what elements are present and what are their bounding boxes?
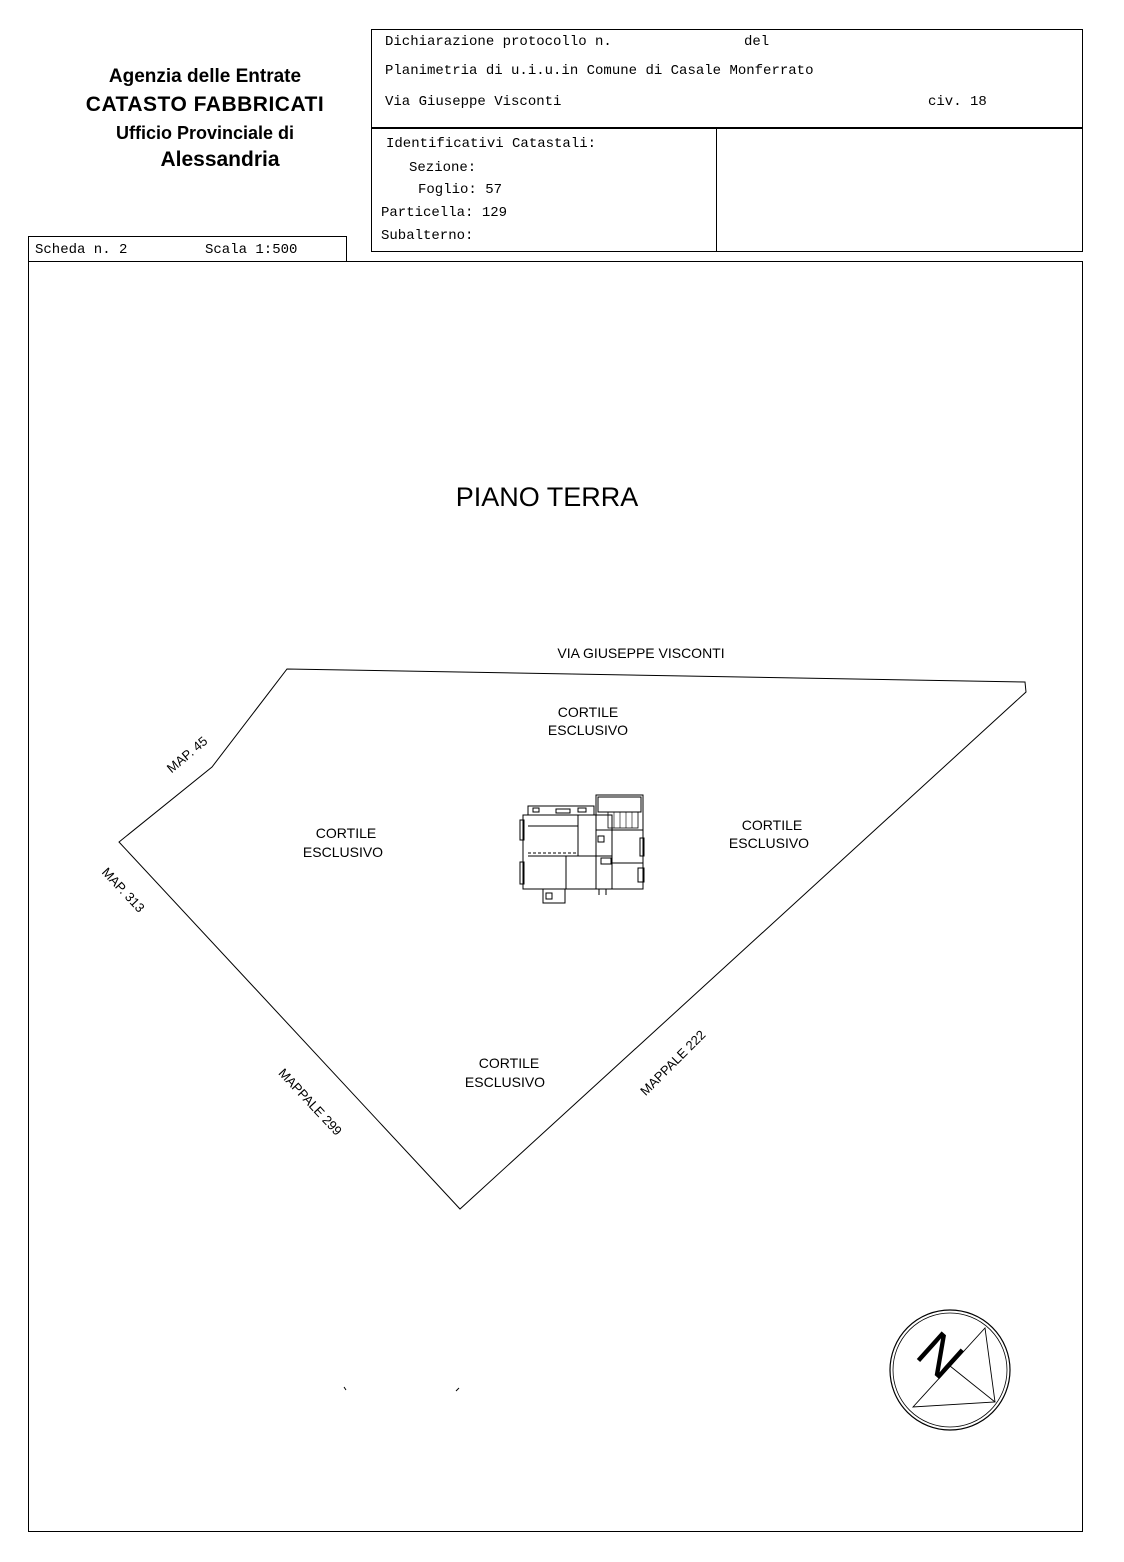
lot-boundary [119, 669, 1026, 1209]
foglio-field: Foglio: 57 [418, 182, 503, 198]
cortile-south-line1: CORTILE [478, 1055, 540, 1071]
cortile-north-line2: ESCLUSIVO [547, 722, 629, 738]
agency-name: Agenzia delle Entrate [108, 66, 302, 87]
cortile-south-line2: ESCLUSIVO [464, 1074, 546, 1090]
mappale222-label: MAPPALE 222 [637, 1027, 709, 1099]
map313-label: MAP. 313 [98, 864, 148, 916]
floor-title: PIANO TERRA [455, 482, 639, 512]
civic-number: civ. 18 [928, 94, 987, 110]
address-line: Via Giuseppe Visconti [385, 94, 562, 110]
cortile-east-line2: ESCLUSIVO [728, 835, 810, 851]
street-label: VIA GIUSEPPE VISCONTI [557, 645, 725, 661]
planimetria-line: Planimetria di u.i.u.in Comune di Casale Monferrato [385, 63, 814, 79]
mappale299-label: MAPPALE 299 [275, 1065, 346, 1139]
protocol-label: Dichiarazione protocollo n. [385, 34, 612, 50]
identifiers-title: Identificativi Catastali: [386, 136, 597, 152]
cortile-north-line1: CORTILE [557, 704, 619, 720]
cortile-south [465, 1055, 545, 1090]
scheda-number: Scheda n. 2 [35, 242, 128, 258]
del-label: del [744, 34, 770, 50]
cortile-west [303, 825, 383, 860]
sezione-field: Sezione: [409, 160, 477, 176]
office-label: Ufficio Provinciale di [115, 123, 295, 143]
office-city: Alessandria [160, 148, 280, 171]
cortile-west-line2: ESCLUSIVO [302, 844, 384, 860]
north-label: N [905, 1320, 975, 1391]
north-arrow [890, 1310, 1010, 1430]
particella-field: Particella: 129 [381, 205, 508, 221]
building-floorplan [520, 795, 644, 903]
map45-label: MAP. 45 [163, 733, 211, 776]
stray-mark-left [344, 1387, 346, 1390]
scale-label: Scala 1:500 [205, 242, 298, 258]
subalterno-field: Subalterno: [381, 228, 474, 244]
cortile-north [548, 704, 628, 738]
stray-mark-right [456, 1388, 459, 1391]
cortile-east [729, 817, 809, 851]
catasto-title: CATASTO FABBRICATI [85, 93, 325, 116]
cortile-east-line1: CORTILE [741, 817, 803, 833]
cortile-west-line1: CORTILE [315, 825, 377, 841]
